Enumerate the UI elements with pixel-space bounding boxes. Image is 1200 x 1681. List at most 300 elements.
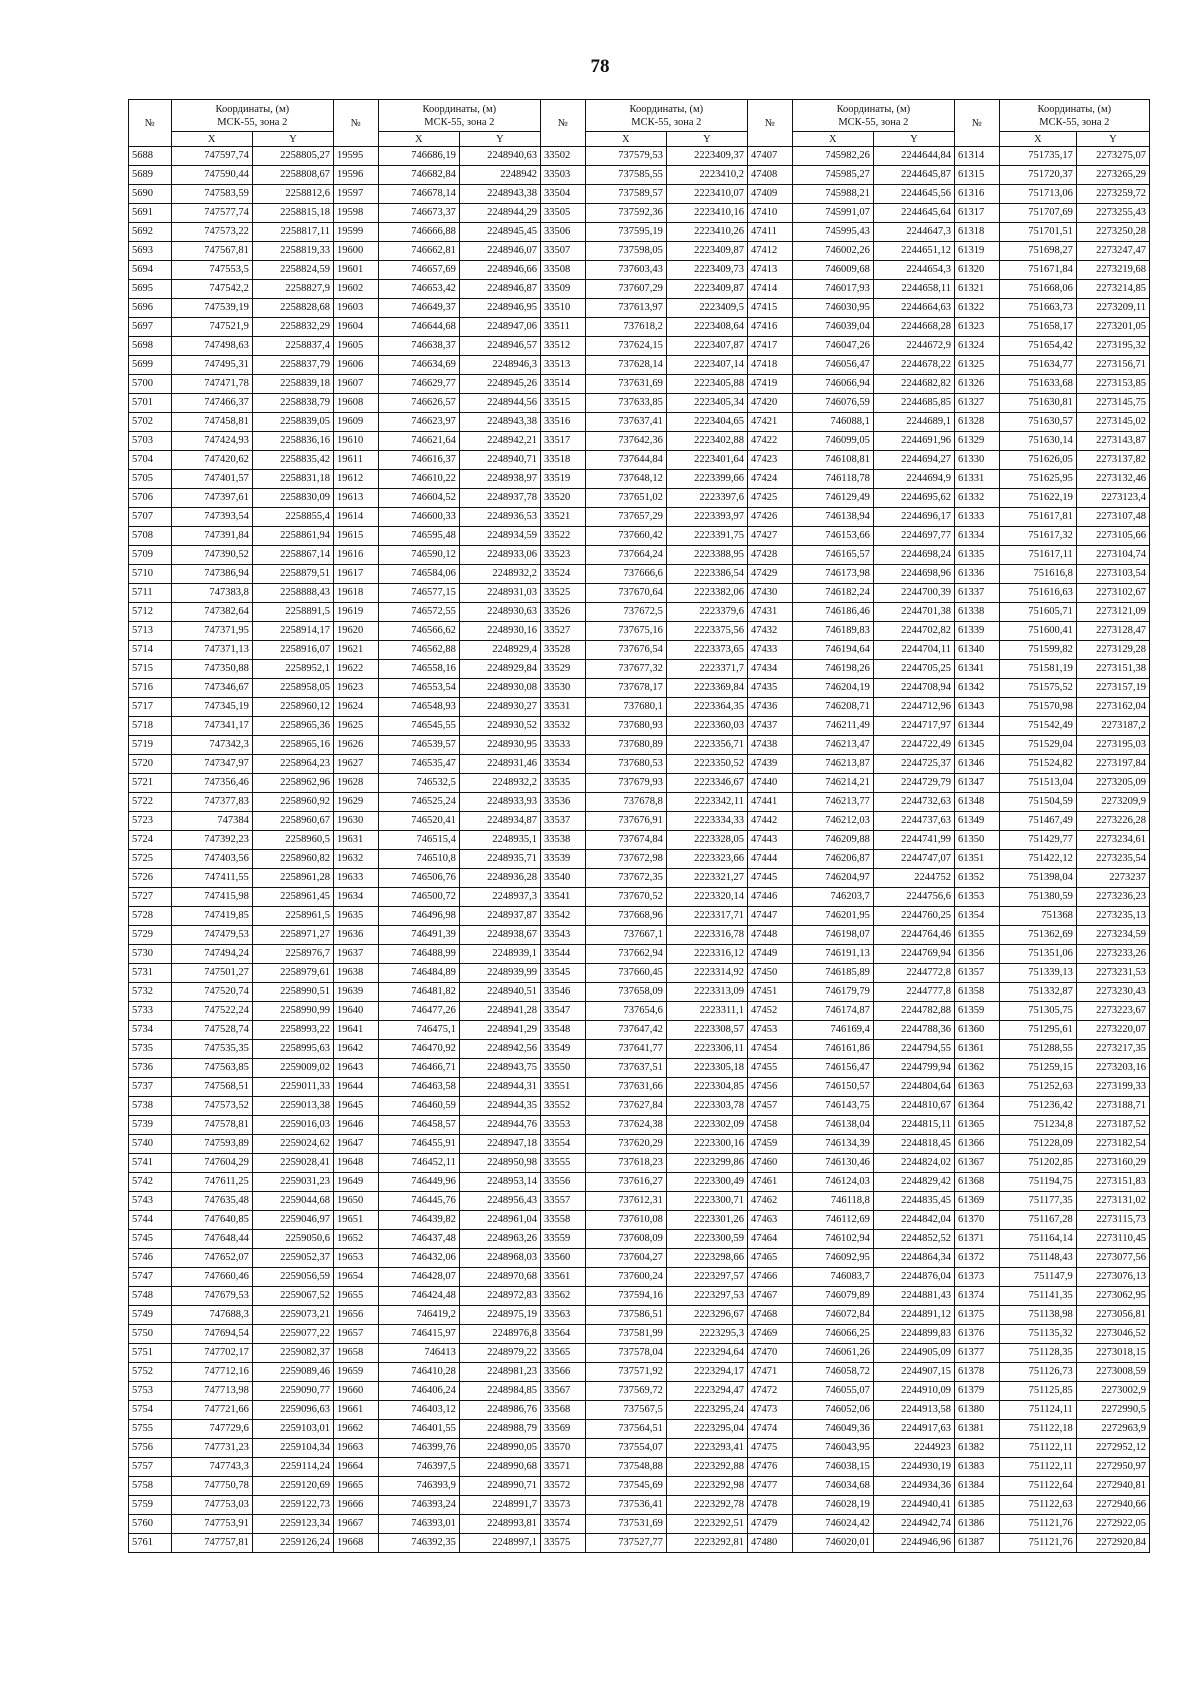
cell-y: 2273220,07 <box>1076 1021 1149 1040</box>
cell-y: 2272940,81 <box>1076 1477 1149 1496</box>
cell-x: 751707,69 <box>999 204 1076 223</box>
cell-y: 2248988,79 <box>459 1420 540 1439</box>
cell-x: 747563,85 <box>171 1059 252 1078</box>
cell-x: 737598,05 <box>585 242 666 261</box>
cell-x: 746458,57 <box>378 1116 459 1135</box>
cell-x: 746653,42 <box>378 280 459 299</box>
cell-y: 2258839,18 <box>252 375 333 394</box>
cell-y: 2248935,1 <box>459 831 540 850</box>
cell-x: 746634,69 <box>378 356 459 375</box>
cell-x: 737677,32 <box>585 660 666 679</box>
cell-number: 33535 <box>541 774 586 793</box>
cell-y: 2259123,34 <box>252 1515 333 1534</box>
cell-y: 2223316,12 <box>666 945 747 964</box>
cell-y: 2244930,19 <box>873 1458 954 1477</box>
cell-y: 2248934,59 <box>459 527 540 546</box>
cell-y: 2258835,42 <box>252 451 333 470</box>
cell-y: 2258993,22 <box>252 1021 333 1040</box>
header-number: № <box>541 100 586 147</box>
cell-y: 2259096,63 <box>252 1401 333 1420</box>
cell-number: 47436 <box>748 698 793 717</box>
cell-x: 746129,49 <box>792 489 873 508</box>
cell-x: 746072,84 <box>792 1306 873 1325</box>
cell-number: 19655 <box>334 1287 379 1306</box>
cell-x: 751305,75 <box>999 1002 1076 1021</box>
cell-x: 746558,16 <box>378 660 459 679</box>
cell-x: 746460,59 <box>378 1097 459 1116</box>
cell-x: 751599,82 <box>999 641 1076 660</box>
cell-x: 747377,83 <box>171 793 252 812</box>
cell-x: 751177,35 <box>999 1192 1076 1211</box>
cell-x: 746488,99 <box>378 945 459 964</box>
cell-number: 47424 <box>748 470 793 489</box>
cell-number: 19643 <box>334 1059 379 1078</box>
table-row <box>129 1344 1150 1363</box>
cell-number: 19639 <box>334 983 379 1002</box>
cell-y: 2259103,01 <box>252 1420 333 1439</box>
cell-number: 47423 <box>748 451 793 470</box>
cell-y: 2273188,71 <box>1076 1097 1149 1116</box>
cell-x: 746403,12 <box>378 1401 459 1420</box>
cell-x: 737658,09 <box>585 983 666 1002</box>
table-row <box>129 375 1150 394</box>
cell-x: 737660,42 <box>585 527 666 546</box>
cell-x: 747721,66 <box>171 1401 252 1420</box>
cell-number: 19661 <box>334 1401 379 1420</box>
cell-number: 5760 <box>129 1515 172 1534</box>
cell-number: 5743 <box>129 1192 172 1211</box>
cell-x: 751658,17 <box>999 318 1076 337</box>
cell-x: 746213,87 <box>792 755 873 774</box>
cell-number: 47434 <box>748 660 793 679</box>
cell-y: 2248946,87 <box>459 280 540 299</box>
cell-number: 33574 <box>541 1515 586 1534</box>
cell-y: 2258839,05 <box>252 413 333 432</box>
cell-y: 2259104,34 <box>252 1439 333 1458</box>
cell-y: 2273197,84 <box>1076 755 1149 774</box>
cell-number: 47478 <box>748 1496 793 1515</box>
cell-y: 2273145,02 <box>1076 413 1149 432</box>
cell-y: 2223401,64 <box>666 451 747 470</box>
cell-y: 2259011,33 <box>252 1078 333 1097</box>
cell-number: 33567 <box>541 1382 586 1401</box>
cell-x: 751122,63 <box>999 1496 1076 1515</box>
table-row <box>129 850 1150 869</box>
cell-y: 2258960,67 <box>252 812 333 831</box>
cell-x: 746038,15 <box>792 1458 873 1477</box>
table-row <box>129 774 1150 793</box>
cell-y: 2223300,16 <box>666 1135 747 1154</box>
cell-x: 745985,27 <box>792 166 873 185</box>
cell-x: 737651,02 <box>585 489 666 508</box>
cell-number: 19621 <box>334 641 379 660</box>
cell-x: 746165,57 <box>792 546 873 565</box>
cell-number: 61352 <box>955 869 1000 888</box>
cell-y: 2223302,09 <box>666 1116 747 1135</box>
cell-y: 2244899,83 <box>873 1325 954 1344</box>
cell-number: 5717 <box>129 698 172 717</box>
cell-y: 2259044,68 <box>252 1192 333 1211</box>
cell-y: 2223386,54 <box>666 565 747 584</box>
table-body <box>129 147 1150 1553</box>
cell-y: 2223304,85 <box>666 1078 747 1097</box>
table-row <box>129 1477 1150 1496</box>
cell-number: 33547 <box>541 1002 586 1021</box>
cell-x: 737637,51 <box>585 1059 666 1078</box>
cell-y: 2248938,67 <box>459 926 540 945</box>
cell-x: 737592,36 <box>585 204 666 223</box>
cell-y: 2223409,87 <box>666 242 747 261</box>
cell-y: 2248979,22 <box>459 1344 540 1363</box>
cell-y: 2244696,17 <box>873 508 954 527</box>
header-coords <box>585 100 747 132</box>
cell-y: 2223300,59 <box>666 1230 747 1249</box>
cell-number: 61331 <box>955 470 1000 489</box>
cell-y: 2258837,79 <box>252 356 333 375</box>
cell-x: 747694,54 <box>171 1325 252 1344</box>
cell-number: 61317 <box>955 204 1000 223</box>
cell-y: 2259126,24 <box>252 1534 333 1553</box>
cell-number: 33561 <box>541 1268 586 1287</box>
cell-number: 19614 <box>334 508 379 527</box>
cell-number: 33555 <box>541 1154 586 1173</box>
cell-x: 746052,06 <box>792 1401 873 1420</box>
cell-y: 2244923 <box>873 1439 954 1458</box>
cell-x: 751634,77 <box>999 356 1076 375</box>
cell-x: 747731,23 <box>171 1439 252 1458</box>
cell-number: 61365 <box>955 1116 1000 1135</box>
cell-number: 5745 <box>129 1230 172 1249</box>
cell-number: 61370 <box>955 1211 1000 1230</box>
cell-number: 5733 <box>129 1002 172 1021</box>
cell-x: 747535,35 <box>171 1040 252 1059</box>
cell-x: 751467,49 <box>999 812 1076 831</box>
cell-y: 2248943,38 <box>459 185 540 204</box>
header-y: Y <box>459 132 540 147</box>
cell-y: 2244824,02 <box>873 1154 954 1173</box>
cell-number: 61368 <box>955 1173 1000 1192</box>
cell-x: 751148,43 <box>999 1249 1076 1268</box>
table-row <box>129 1116 1150 1135</box>
cell-number: 61315 <box>955 166 1000 185</box>
table-row <box>129 223 1150 242</box>
cell-x: 737620,29 <box>585 1135 666 1154</box>
cell-x: 737618,2 <box>585 318 666 337</box>
table-row <box>129 660 1150 679</box>
cell-x: 737608,09 <box>585 1230 666 1249</box>
cell-y: 2273123,4 <box>1076 489 1149 508</box>
table-row <box>129 394 1150 413</box>
cell-number: 5724 <box>129 831 172 850</box>
cell-x: 751295,61 <box>999 1021 1076 1040</box>
cell-y: 2244835,45 <box>873 1192 954 1211</box>
cell-y: 2273237 <box>1076 869 1149 888</box>
cell-number: 61349 <box>955 812 1000 831</box>
cell-y: 2273259,72 <box>1076 185 1149 204</box>
cell-y: 2273250,28 <box>1076 223 1149 242</box>
cell-y: 2244760,25 <box>873 907 954 926</box>
cell-x: 746626,57 <box>378 394 459 413</box>
cell-y: 2273002,9 <box>1076 1382 1149 1401</box>
cell-y: 2223292,81 <box>666 1534 747 1553</box>
page-number: 78 <box>590 56 610 77</box>
cell-x: 747528,74 <box>171 1021 252 1040</box>
cell-x: 747345,19 <box>171 698 252 717</box>
cell-number: 61334 <box>955 527 1000 546</box>
cell-x: 746108,81 <box>792 451 873 470</box>
cell-x: 751626,05 <box>999 451 1076 470</box>
cell-y: 2258964,23 <box>252 755 333 774</box>
cell-x: 746169,4 <box>792 1021 873 1040</box>
cell-x: 751633,68 <box>999 375 1076 394</box>
cell-number: 47445 <box>748 869 793 888</box>
cell-x: 737672,35 <box>585 869 666 888</box>
cell-y: 2273156,71 <box>1076 356 1149 375</box>
cell-y: 2223306,11 <box>666 1040 747 1059</box>
cell-x: 737680,93 <box>585 717 666 736</box>
cell-number: 5715 <box>129 660 172 679</box>
table-row <box>129 1496 1150 1515</box>
cell-y: 2244764,46 <box>873 926 954 945</box>
cell-x: 737648,12 <box>585 470 666 489</box>
cell-x: 746198,07 <box>792 926 873 945</box>
cell-y: 2248993,81 <box>459 1515 540 1534</box>
cell-x: 737604,27 <box>585 1249 666 1268</box>
cell-x: 747611,25 <box>171 1173 252 1192</box>
cell-y: 2248929,4 <box>459 641 540 660</box>
cell-x: 746629,77 <box>378 375 459 394</box>
cell-number: 33550 <box>541 1059 586 1078</box>
cell-number: 5757 <box>129 1458 172 1477</box>
cell-number: 33511 <box>541 318 586 337</box>
cell-number: 5726 <box>129 869 172 888</box>
cell-x: 746590,12 <box>378 546 459 565</box>
cell-x: 751121,76 <box>999 1534 1076 1553</box>
cell-x: 751128,35 <box>999 1344 1076 1363</box>
cell-x: 751622,19 <box>999 489 1076 508</box>
cell-x: 751234,8 <box>999 1116 1076 1135</box>
cell-number: 33554 <box>541 1135 586 1154</box>
cell-x: 737674,84 <box>585 831 666 850</box>
cell-y: 2223402,88 <box>666 432 747 451</box>
cell-x: 737536,41 <box>585 1496 666 1515</box>
cell-number: 61327 <box>955 394 1000 413</box>
cell-y: 2258914,17 <box>252 622 333 641</box>
cell-number: 33557 <box>541 1192 586 1211</box>
cell-y: 2258960,12 <box>252 698 333 717</box>
cell-y: 2258995,63 <box>252 1040 333 1059</box>
cell-y: 2248990,71 <box>459 1477 540 1496</box>
cell-number: 61325 <box>955 356 1000 375</box>
cell-number: 61384 <box>955 1477 1000 1496</box>
cell-number: 47414 <box>748 280 793 299</box>
cell-number: 47473 <box>748 1401 793 1420</box>
cell-x: 746463,58 <box>378 1078 459 1097</box>
cell-y: 2259077,22 <box>252 1325 333 1344</box>
cell-number: 19658 <box>334 1344 379 1363</box>
cell-x: 746182,24 <box>792 584 873 603</box>
cell-number: 5712 <box>129 603 172 622</box>
cell-y: 2258961,28 <box>252 869 333 888</box>
cell-y: 2244645,87 <box>873 166 954 185</box>
cell-number: 47475 <box>748 1439 793 1458</box>
cell-number: 19600 <box>334 242 379 261</box>
cell-number: 5746 <box>129 1249 172 1268</box>
cell-number: 19625 <box>334 717 379 736</box>
table-row <box>129 185 1150 204</box>
table-row <box>129 242 1150 261</box>
cell-number: 33505 <box>541 204 586 223</box>
cell-y: 2258824,59 <box>252 261 333 280</box>
cell-x: 751617,32 <box>999 527 1076 546</box>
cell-x: 737624,15 <box>585 337 666 356</box>
cell-number: 47444 <box>748 850 793 869</box>
cell-number: 47459 <box>748 1135 793 1154</box>
table-row <box>129 755 1150 774</box>
cell-number: 33540 <box>541 869 586 888</box>
cell-number: 19662 <box>334 1420 379 1439</box>
cell-x: 751625,95 <box>999 470 1076 489</box>
cell-y: 2223410,2 <box>666 166 747 185</box>
cell-x: 746644,68 <box>378 318 459 337</box>
cell-x: 746212,03 <box>792 812 873 831</box>
cell-y: 2223382,06 <box>666 584 747 603</box>
cell-y: 2244769,94 <box>873 945 954 964</box>
cell-x: 746553,54 <box>378 679 459 698</box>
table-row <box>129 1268 1150 1287</box>
cell-number: 61328 <box>955 413 1000 432</box>
cell-number: 47432 <box>748 622 793 641</box>
cell-y: 2273018,15 <box>1076 1344 1149 1363</box>
cell-y: 2273151,38 <box>1076 660 1149 679</box>
cell-y: 2244645,64 <box>873 204 954 223</box>
cell-y: 2244942,74 <box>873 1515 954 1534</box>
cell-number: 47450 <box>748 964 793 983</box>
cell-x: 751605,71 <box>999 603 1076 622</box>
cell-y: 2223320,14 <box>666 888 747 907</box>
cell-x: 737657,29 <box>585 508 666 527</box>
cell-y: 2244804,64 <box>873 1078 954 1097</box>
cell-y: 2258888,43 <box>252 584 333 603</box>
cell-y: 2223293,41 <box>666 1439 747 1458</box>
cell-y: 2273143,87 <box>1076 432 1149 451</box>
cell-y: 2223371,7 <box>666 660 747 679</box>
cell-x: 751124,11 <box>999 1401 1076 1420</box>
cell-y: 2248940,51 <box>459 983 540 1002</box>
cell-y: 2244698,24 <box>873 546 954 565</box>
cell-number: 33517 <box>541 432 586 451</box>
cell-number: 61320 <box>955 261 1000 280</box>
cell-number: 61356 <box>955 945 1000 964</box>
cell-x: 746392,35 <box>378 1534 459 1553</box>
cell-number: 61385 <box>955 1496 1000 1515</box>
cell-y: 2248930,52 <box>459 717 540 736</box>
cell-number: 33506 <box>541 223 586 242</box>
cell-x: 737644,84 <box>585 451 666 470</box>
table-row <box>129 1173 1150 1192</box>
cell-x: 747553,5 <box>171 261 252 280</box>
table-row <box>129 166 1150 185</box>
cell-y: 2244712,96 <box>873 698 954 717</box>
cell-number: 33552 <box>541 1097 586 1116</box>
cell-y: 2273199,33 <box>1076 1078 1149 1097</box>
cell-x: 746638,37 <box>378 337 459 356</box>
cell-y: 2223388,95 <box>666 546 747 565</box>
cell-number: 5750 <box>129 1325 172 1344</box>
cell-x: 747390,52 <box>171 546 252 565</box>
cell-number: 33512 <box>541 337 586 356</box>
cell-y: 2223397,6 <box>666 489 747 508</box>
cell-y: 2223300,71 <box>666 1192 747 1211</box>
cell-number: 33553 <box>541 1116 586 1135</box>
cell-x: 745982,26 <box>792 147 873 166</box>
cell-y: 2244788,36 <box>873 1021 954 1040</box>
cell-y: 2259046,97 <box>252 1211 333 1230</box>
cell-y: 2223292,88 <box>666 1458 747 1477</box>
cell-y: 2258827,9 <box>252 280 333 299</box>
cell-number: 33515 <box>541 394 586 413</box>
cell-y: 2248931,46 <box>459 755 540 774</box>
cell-y: 2244668,28 <box>873 318 954 337</box>
cell-y: 2273187,2 <box>1076 717 1149 736</box>
cell-x: 747466,37 <box>171 394 252 413</box>
cell-number: 61376 <box>955 1325 1000 1344</box>
cell-number: 5718 <box>129 717 172 736</box>
cell-y: 2244756,6 <box>873 888 954 907</box>
cell-y: 2258990,51 <box>252 983 333 1002</box>
cell-number: 19618 <box>334 584 379 603</box>
cell-y: 2248942 <box>459 166 540 185</box>
cell-y: 2244682,82 <box>873 375 954 394</box>
cell-number: 19668 <box>334 1534 379 1553</box>
cell-number: 61341 <box>955 660 1000 679</box>
cell-number: 47431 <box>748 603 793 622</box>
cell-y: 2244664,63 <box>873 299 954 318</box>
cell-number: 33504 <box>541 185 586 204</box>
cell-y: 2248956,43 <box>459 1192 540 1211</box>
cell-x: 737662,94 <box>585 945 666 964</box>
cell-x: 746134,39 <box>792 1135 873 1154</box>
cell-y: 2272963,9 <box>1076 1420 1149 1439</box>
cell-x: 737586,51 <box>585 1306 666 1325</box>
cell-number: 5709 <box>129 546 172 565</box>
cell-number: 33518 <box>541 451 586 470</box>
cell-y: 2258867,14 <box>252 546 333 565</box>
cell-y: 2244729,79 <box>873 774 954 793</box>
cell-x: 747419,85 <box>171 907 252 926</box>
cell-number: 47480 <box>748 1534 793 1553</box>
cell-number: 61333 <box>955 508 1000 527</box>
cell-x: 747757,81 <box>171 1534 252 1553</box>
cell-y: 2273128,47 <box>1076 622 1149 641</box>
cell-x: 746410,28 <box>378 1363 459 1382</box>
cell-y: 2223321,27 <box>666 869 747 888</box>
cell-y: 2223294,64 <box>666 1344 747 1363</box>
cell-x: 747750,78 <box>171 1477 252 1496</box>
cell-number: 61378 <box>955 1363 1000 1382</box>
cell-x: 751122,18 <box>999 1420 1076 1439</box>
cell-x: 746138,04 <box>792 1116 873 1135</box>
cell-y: 2248946,07 <box>459 242 540 261</box>
cell-number: 5737 <box>129 1078 172 1097</box>
cell-number: 61326 <box>955 375 1000 394</box>
cell-y: 2248936,28 <box>459 869 540 888</box>
cell-y: 2244777,8 <box>873 983 954 1002</box>
cell-number: 5695 <box>129 280 172 299</box>
cell-x: 747640,85 <box>171 1211 252 1230</box>
cell-number: 5694 <box>129 261 172 280</box>
cell-number: 47407 <box>748 147 793 166</box>
